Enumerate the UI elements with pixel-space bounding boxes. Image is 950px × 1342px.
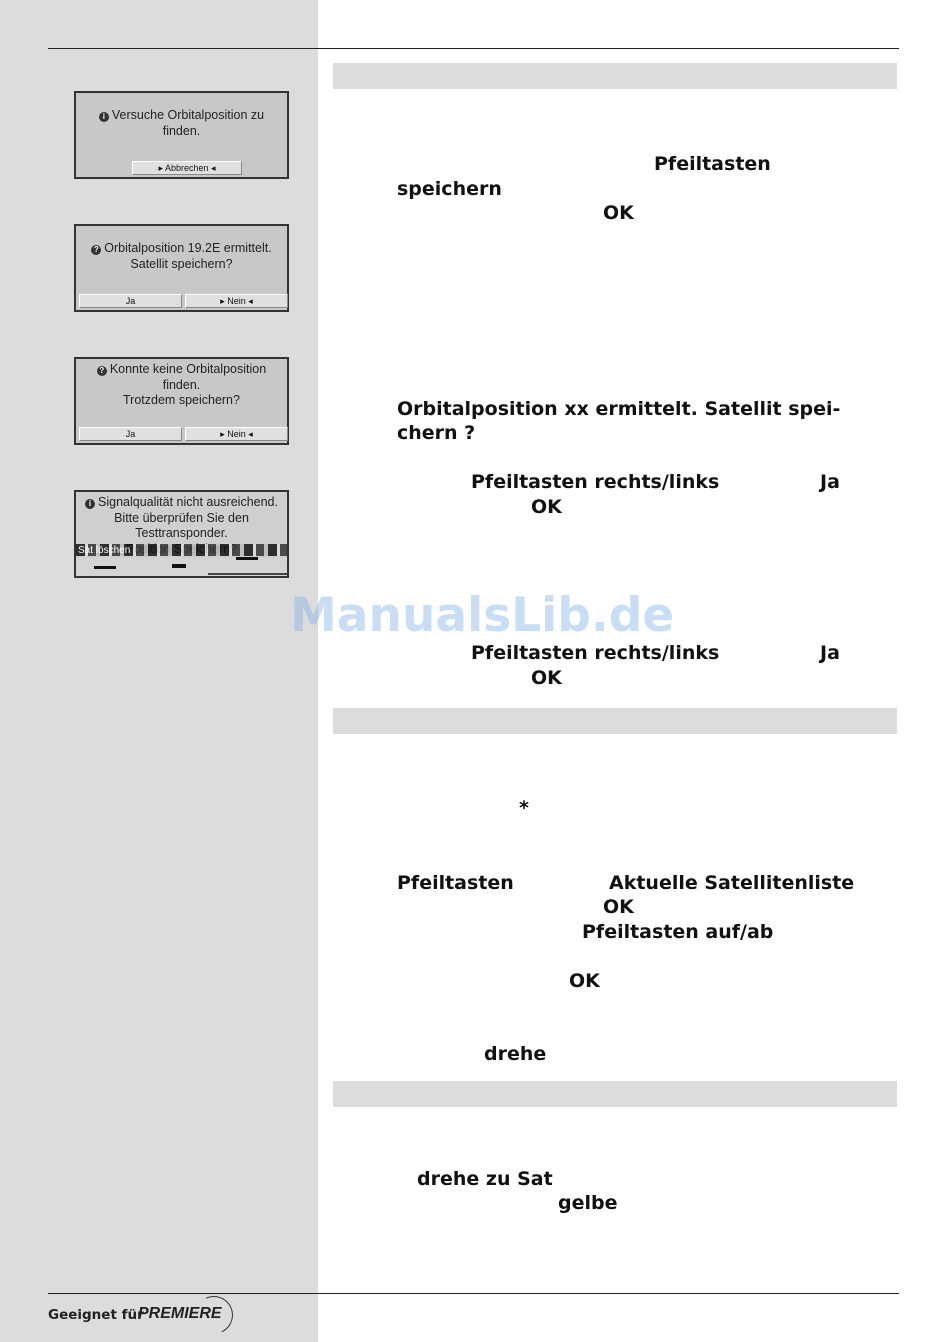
yes-button[interactable]: Ja (79, 294, 182, 308)
keyword-ok: OK (569, 970, 600, 992)
dialog-position-not-found (74, 357, 289, 445)
keyword-arrow-keys-lr: Pfeiltasten rechts/links (471, 642, 720, 664)
keyword-yellow: gelbe (558, 1192, 618, 1214)
message-quote-line2: chern ? (397, 422, 476, 444)
keyword-rotate-to-sat: drehe zu Sat (417, 1168, 553, 1190)
keyword-current-satellite-list: Aktuelle Satellitenliste (609, 872, 855, 894)
no-button[interactable]: ▸ Nein ◂ (185, 294, 288, 308)
question-icon: ? (97, 366, 107, 376)
no-button[interactable]: ▸ Nein ◂ (185, 427, 288, 441)
keyword-rotate: drehe (484, 1043, 547, 1065)
dialog-message: i Versuche Orbitalposition zu finden. (80, 108, 283, 139)
keyword-arrow-keys-lr: Pfeiltasten rechts/links (471, 471, 720, 493)
premiere-logo: PREMIERE (138, 1305, 222, 1322)
footer-label: Geeignet für (48, 1307, 144, 1323)
footnote-asterisk: * (519, 797, 529, 819)
glitch-overlay (76, 544, 287, 576)
keyword-ok: OK (603, 896, 634, 918)
glitch-mark (208, 573, 287, 575)
keyword-ok: OK (531, 496, 562, 518)
keyword-ok: OK (531, 667, 562, 689)
glitch-mark (172, 564, 186, 568)
dialog-searching (74, 91, 289, 179)
glitch-mark (94, 566, 116, 569)
keyword-arrow-keys: Pfeiltasten (397, 872, 514, 894)
watermark: ManualsLib.de (290, 588, 675, 643)
keyword-yes: Ja (820, 642, 840, 664)
keyword-yes: Ja (820, 471, 840, 493)
section-header-bar (333, 708, 897, 734)
question-icon: ? (91, 245, 101, 255)
dialog-message: i Signalqualität nicht ausreichend. Bitte überprüfen Sie den Testtransponder. (80, 495, 283, 557)
keyword-arrow-keys-updown: Pfeiltasten auf/ab (582, 921, 774, 943)
cancel-button[interactable]: ▸ Abbrechen ◂ (132, 161, 242, 175)
section-header-bar (333, 63, 897, 89)
glitch-text: Sat löschen (78, 545, 131, 556)
footer-rule (48, 1293, 899, 1294)
message-quote-line1: Orbitalposition xx ermittelt. Satellit spei- (397, 398, 841, 420)
sidebar-panel (0, 0, 318, 1342)
info-icon: i (85, 499, 95, 509)
dialog-message: ? Orbitalposition 19.2E ermittelt. Satellit speichern? (80, 241, 283, 272)
glitch-mark (236, 557, 258, 560)
yes-button[interactable]: Ja (79, 427, 182, 441)
keyword-arrow-keys: Pfeiltasten (654, 153, 771, 175)
keyword-save: speichern (397, 178, 502, 200)
keyword-ok: OK (603, 202, 634, 224)
info-icon: i (99, 112, 109, 122)
dialog-message: ? Konnte keine Orbitalposition finden. Trotzdem speichern? (80, 362, 283, 409)
section-header-bar (333, 1081, 897, 1107)
dialog-signal-quality (74, 490, 289, 578)
dialog-position-found (74, 224, 289, 312)
header-rule (48, 48, 899, 49)
